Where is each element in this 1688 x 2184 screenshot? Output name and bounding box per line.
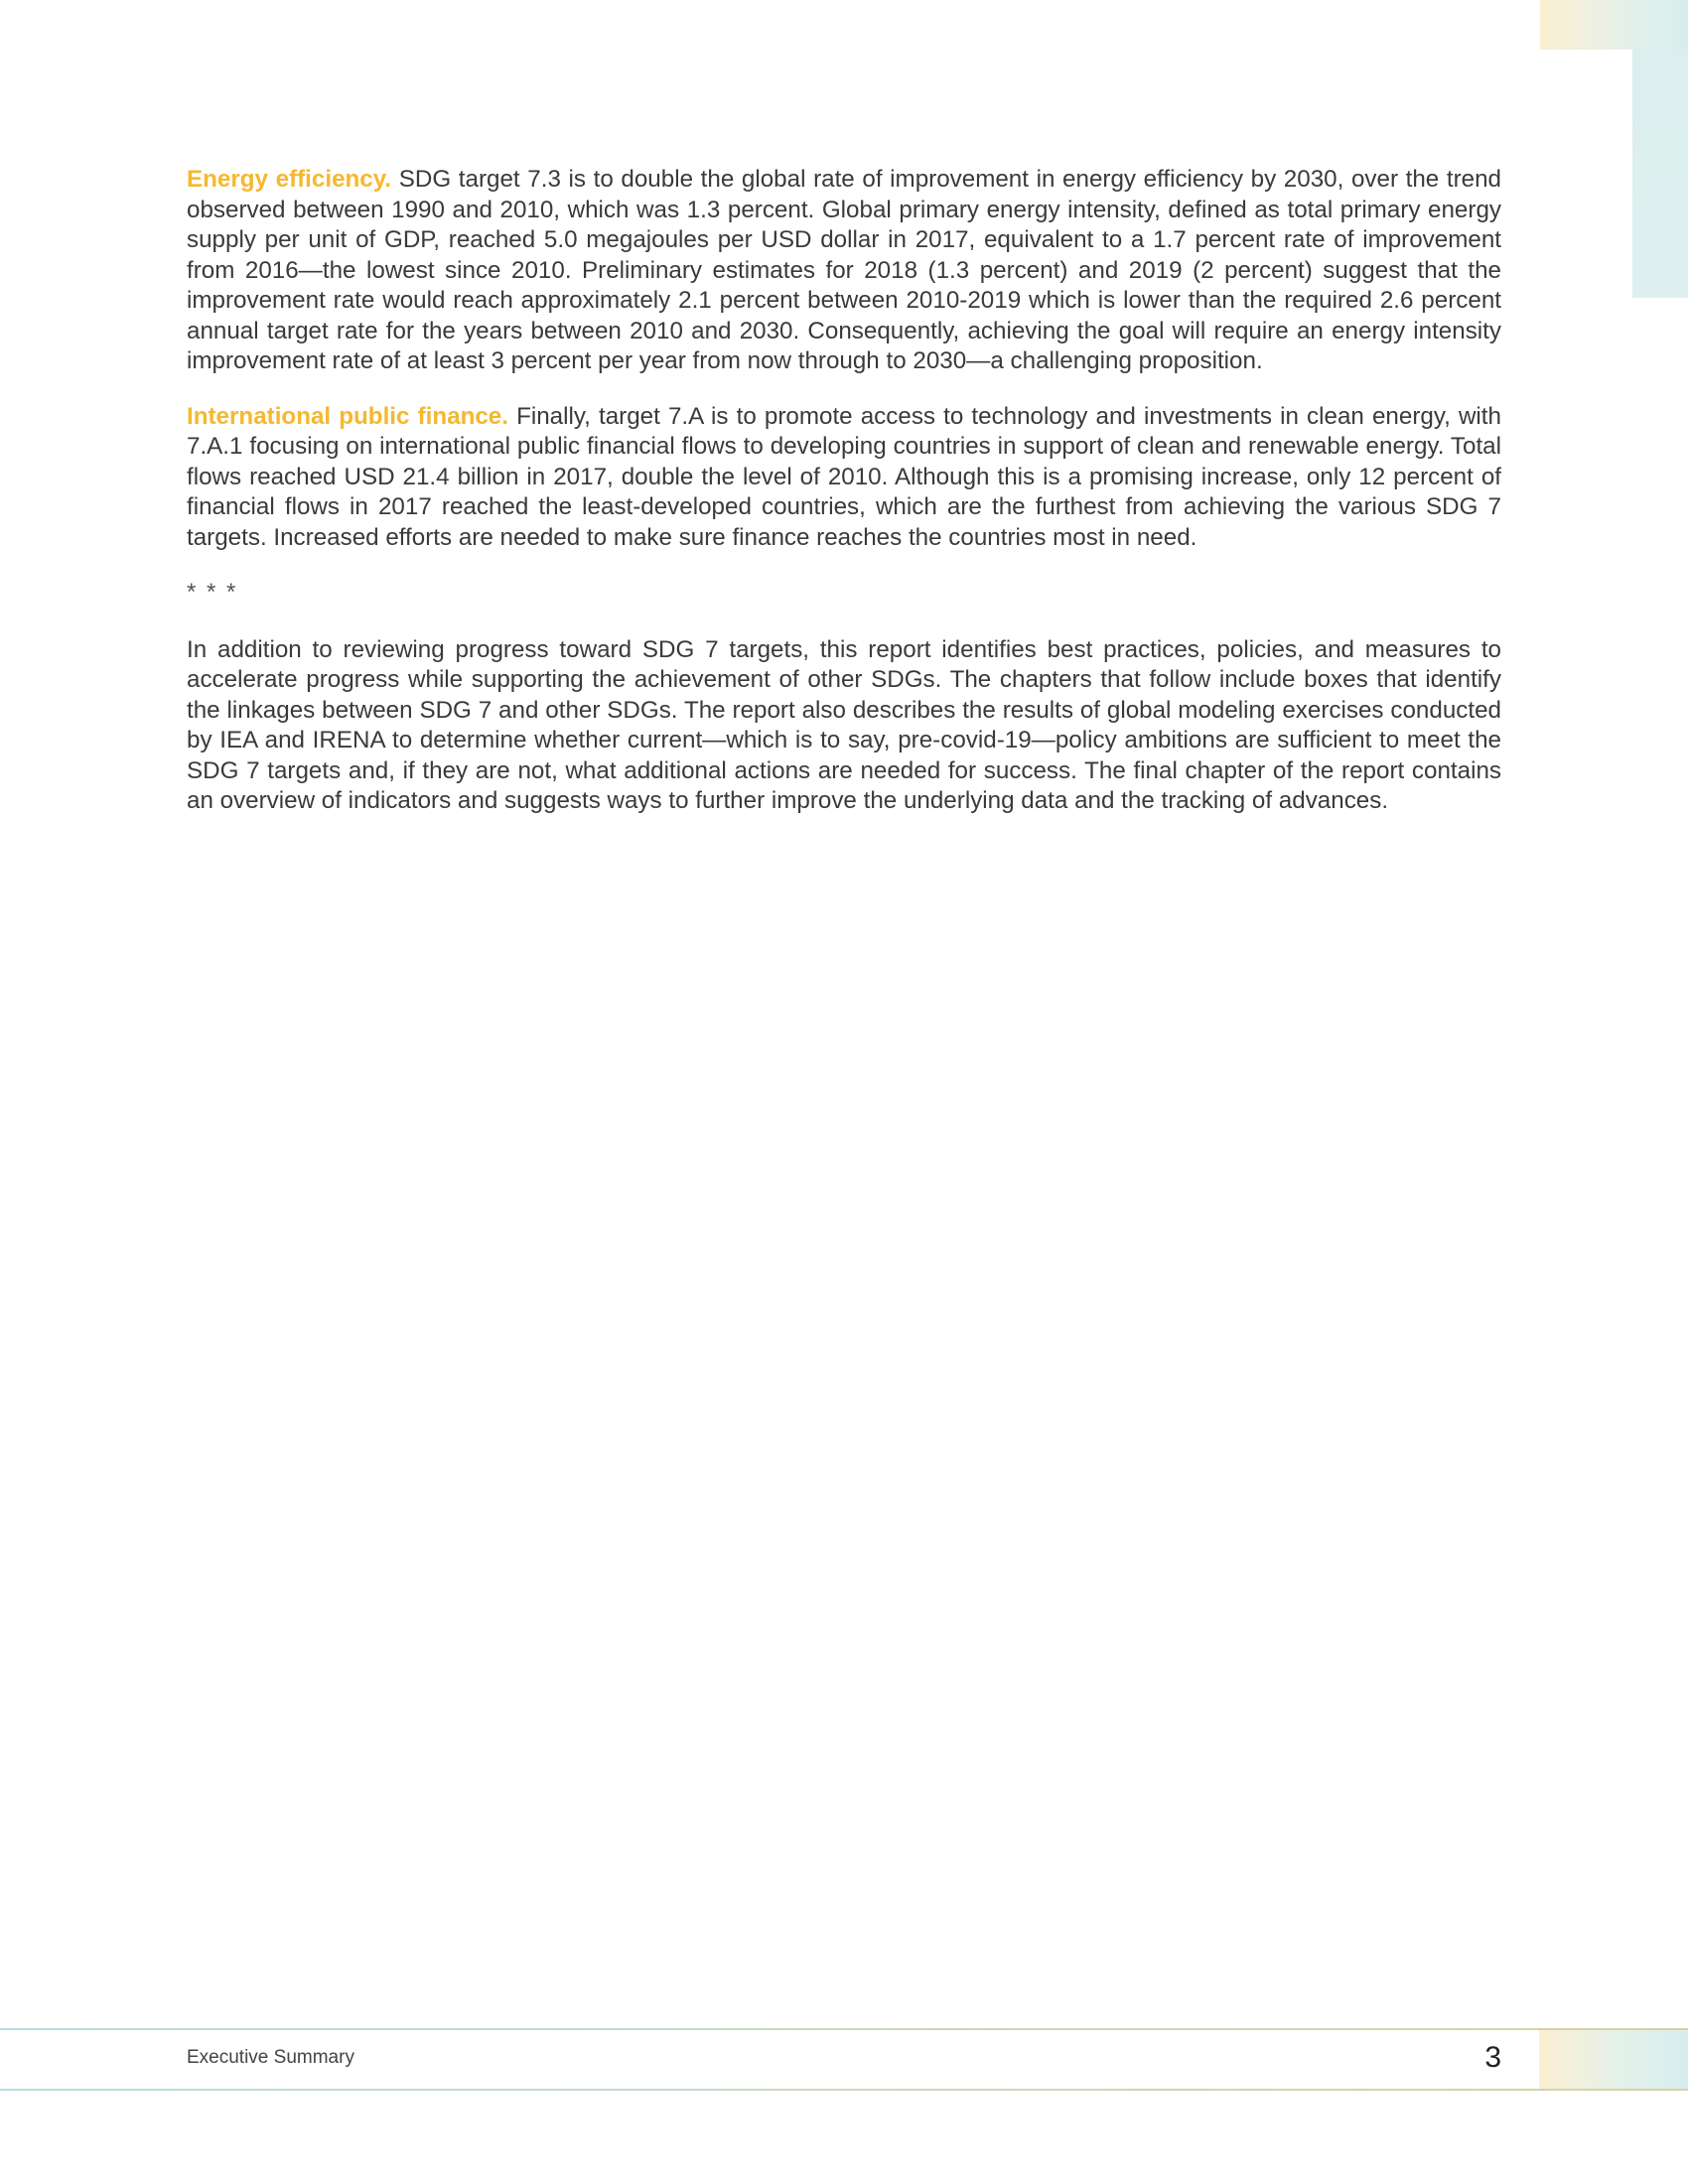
lead-energy-efficiency: Energy efficiency. [187,166,392,193]
header-side-strip [1632,50,1688,298]
paragraph-summary: In addition to reviewing progress toward SDG 7 targets, this report identifies best practices, policies, and measures to accelerate progress while supporting the achievement of other SDGs. The chapters that follow include boxes that identify the linkages between SDG 7 and other SDGs. The report also describes the results of global modeling exercises conducted by IEA and IRENA to determine whether current—which is to say, pre-covid-19—policy ambitions are sufficient to meet the SDG 7 targets and, if they are not, what additional actions are needed for success. The final chapter of the report contains an overview of indicators and suggests ways to further improve the underlying data and the tracking of advances. [187,635,1501,814]
body-energy-efficiency: SDG target 7.3 is to double the global rate of improvement in energy efficiency by 2030, over the trend observed between 1990 and 2010, which was 1.3 percent. Global primary energy intensity, defined as total primary energy supply per unit of GDP, reached 5.0 megajoules per USD dollar in 2017, equivalent to a 1.7 percent rate of improvement from 2016—the lowest since 2010. Preliminary estimates for 2018 (1.3 percent) and 2019 (2 percent) suggest that the improvement rate would reach approximately 2.1 percent between 2010-2019 which is lower than the required 2.6 percent annual target rate for the years between 2010 and 2030. Consequently, achieving the goal will require an energy intensity improvement rate of at least 3 percent per year from now through to 2030—a challenging proposition. [187,166,1501,374]
page-number: 3 [1484,2041,1501,2074]
footer-color-swatch [1539,2030,1688,2089]
header-color-band [1540,0,1688,50]
paragraph-energy-efficiency [187,165,1501,377]
page-footer [0,2028,1688,2091]
footer-rule-bottom [0,2089,1688,2091]
footer-section-label: Executive Summary [187,2047,354,2068]
body-public-finance: Finally, target 7.A is to promote access to technology and investments in clean energy, with 7.A.1 focusing on international public financial flows to developing countries in support of clean and renewable energy. Total flows reached USD 21.4 billion in 2017, double the level of 2010. Although this is a promising increase, only 12 percent of financial flows in 2017 reached the least-developed countries, which are the furthest from achieving the various SDG 7 targets. Increased efforts are needed to make sure finance reaches the countries most in need. [187,402,1501,551]
lead-public-finance: International public finance. [187,402,508,430]
footer-rule-top [0,2028,1688,2030]
section-separator: * * * [187,579,238,606]
page-body [187,165,1501,842]
paragraph-public-finance [187,402,1501,554]
header-decoration [1540,0,1688,298]
